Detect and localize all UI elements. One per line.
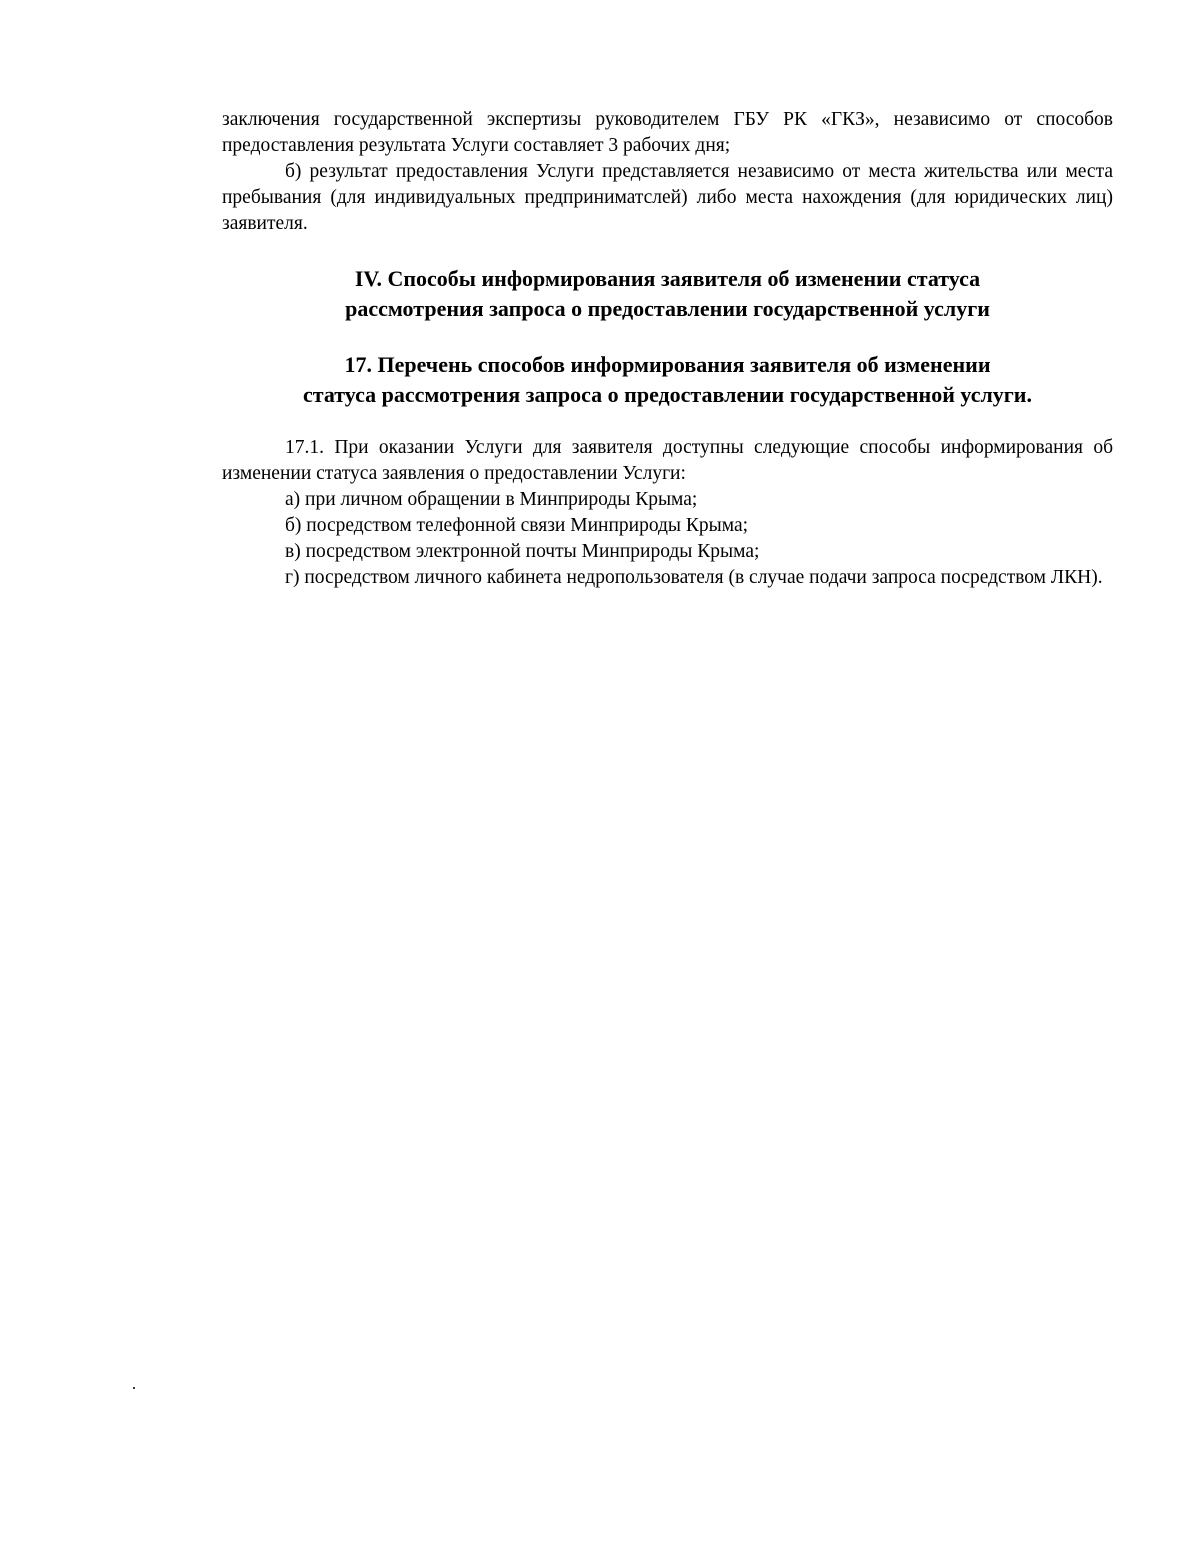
paragraph-item-b-result: б) результат предоставления Услуги представляется независимо от места жительства или места пребывания (для индивидуальных предприниматслей) либо места нахождения (для юридических лиц) заявителя. bbox=[222, 161, 1113, 234]
clause-17-1-intro: 17.1. При оказании Услуги для заявителя доступны следующие способы информирования об изменении статуса заявления о предоставлении Услуги: bbox=[222, 437, 1113, 484]
paragraph-expertise-term: заключения государственной экспертизы руководителем ГБУ РК «ГКЗ», независимо от способов предоставления результата Услуги составляет 3 рабочих дня; bbox=[222, 109, 1113, 156]
scan-speck bbox=[133, 1387, 135, 1389]
clause-17-1-item-v: в) посредством электронной почты Минприроды Крыма; bbox=[285, 541, 760, 562]
clause-17-1-block bbox=[222, 435, 1113, 591]
section-17-heading-line-1: 17. Перечень способов информирования заявителя об изменении bbox=[344, 352, 991, 377]
clause-17-1-item-g: г) посредством личного кабинета недропользователя (в случае подачи запроса посредством ЛКН). bbox=[285, 567, 1103, 588]
section-iv-heading bbox=[222, 264, 1113, 324]
top-text-block bbox=[222, 107, 1113, 237]
section-17-heading bbox=[222, 350, 1113, 410]
section-iv-heading-line-1: IV. Способы информирования заявителя об изменении статуса bbox=[354, 266, 981, 291]
clause-17-1-item-b: б) посредством телефонной связи Минприроды Крыма; bbox=[285, 515, 749, 536]
section-iv-heading-line-2: рассмотрения запроса о предоставлении государственной услуги bbox=[345, 296, 990, 321]
section-17-heading-line-2: статуса рассмотрения запроса о предоставлении государственной услуги. bbox=[303, 382, 1032, 407]
clause-17-1-item-a: а) при личном обращении в Минприроды Крыма; bbox=[285, 489, 698, 510]
